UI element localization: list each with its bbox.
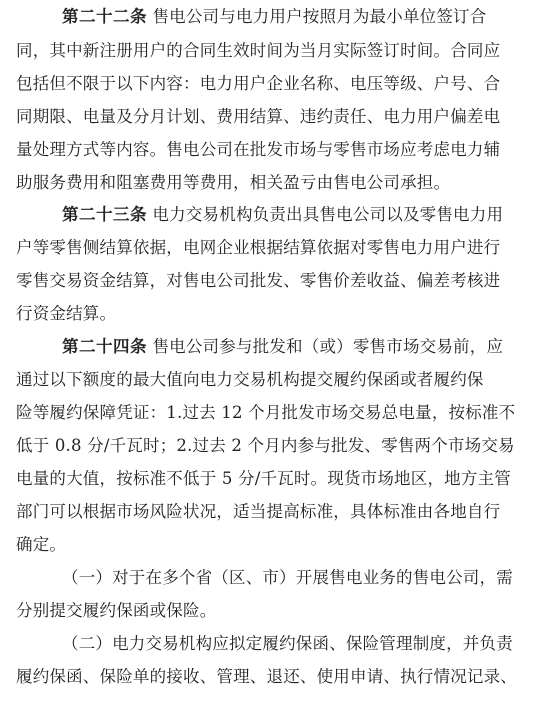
item-1-line-1: （一）对于在多个省（区、市）开展售电业务的售电公司，需 — [62, 568, 513, 587]
article-24-line-2: 通过以下额度的最大值向电力交易机构提交履约保函或者履约保 — [16, 370, 484, 389]
article-22-line-4: 同期限、电量及分月计划、费用结算、违约责任、电力用户偏差电 — [16, 107, 501, 126]
article-24-line-3: 险等履约保障凭证：1.过去 12 个月批发市场交易总电量，按标准不 — [16, 403, 516, 422]
item-2-line-1: （二）电力交易机构应拟定履约保函、保险管理制度，并负责 — [62, 634, 513, 653]
article-23-line-3: 零售交易资金结算，对售电公司批发、零售价差收益、偏差考核进 — [16, 271, 501, 290]
article-23-number: 第二十三条 — [62, 205, 147, 224]
article-22-number: 第二十二条 — [62, 7, 147, 26]
article-24-line-6: 部门可以根据市场风险状况，适当提高标准，具体标准由各地自行 — [16, 502, 501, 521]
article-22-line-5: 量处理方式等内容。售电公司在批发市场与零售市场应考虑电力辅 — [16, 140, 501, 159]
article-24-line-7: 确定。 — [16, 535, 67, 554]
article-22-line-3: 包括但不限于以下内容：电力用户企业名称、电压等级、户号、合 — [16, 74, 501, 93]
article-22-text-1: 售电公司与电力用户按照月为最小单位签订合 — [147, 7, 487, 26]
item-2-line-2: 履约保函、保险单的接收、管理、退还、使用申请、执行情况记录、 — [16, 667, 517, 686]
article-23-line-2: 户等零售侧结算依据，电网企业根据结算依据对零售电力用户进行 — [16, 238, 501, 257]
article-22-line-2: 同，其中新注册用户的合同生效时间为当月实际签订时间。合同应 — [16, 41, 501, 60]
article-23-text-1: 电力交易机构负责出具售电公司以及零售电力用 — [147, 205, 504, 224]
article-24-text-1: 售电公司参与批发和（或）零售市场交易前，应 — [147, 337, 504, 356]
article-24-line-4: 低于 0.8 分/千瓦时；2.过去 2 个月内参与批发、零售两个市场交易 — [16, 436, 515, 455]
article-24-line-1 — [62, 336, 532, 358]
article-23-line-1 — [62, 204, 532, 226]
article-24-line-5: 电量的大值，按标准不低于 5 分/千瓦时。现货市场地区，地方主管 — [16, 469, 511, 488]
article-22-line-1 — [62, 6, 532, 28]
article-24-number: 第二十四条 — [62, 337, 147, 356]
item-1-line-2: 分别提交履约保函或保险。 — [16, 601, 217, 620]
article-23-line-4: 行资金结算。 — [16, 304, 117, 323]
article-22-line-6: 助服务费用和阻塞费用等费用，相关盈亏由售电公司承担。 — [16, 173, 451, 192]
